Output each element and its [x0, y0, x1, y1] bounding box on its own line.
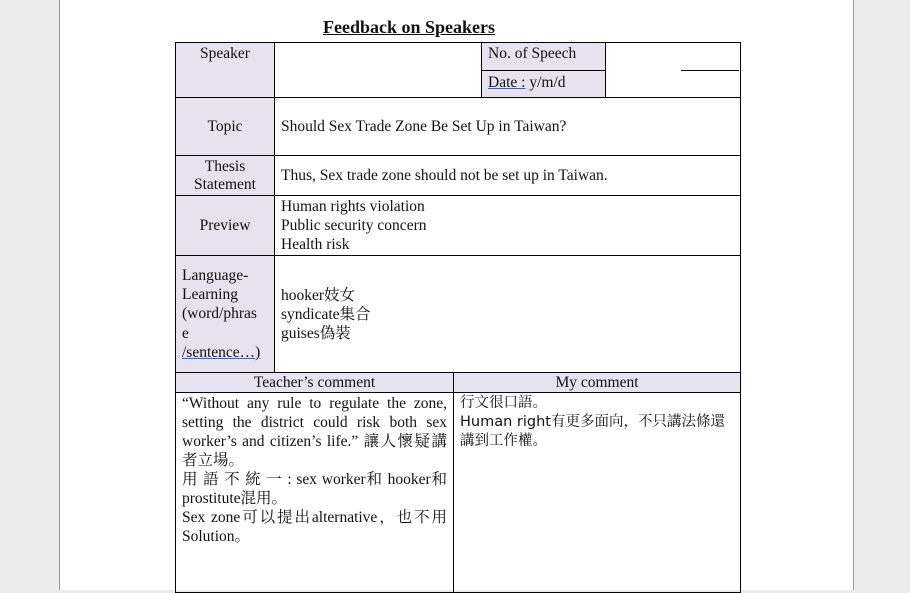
language-label-line: Language-	[182, 266, 249, 284]
vocab-item: syndicate集合	[281, 305, 371, 323]
preview-item: Public security concern	[281, 217, 427, 234]
feedback-form	[175, 42, 741, 373]
speech-info-box	[481, 43, 606, 97]
language-label-line: /sentence…)	[182, 343, 261, 361]
my-comment-paragraph: Human right有更多面向，不只講法條還講到工作權。	[460, 414, 725, 449]
language-label-line: e	[182, 324, 189, 342]
page-title: Feedback on Speakers	[323, 17, 496, 37]
preview-item: Health risk	[281, 236, 350, 253]
no-of-speech-label: No. of Speech	[482, 43, 605, 71]
vocab-item: hooker妓女	[281, 286, 356, 304]
date-label: Date :	[488, 74, 526, 91]
language-learning-value[interactable]	[275, 256, 741, 373]
date-field	[482, 71, 605, 97]
speaker-label-text: Speaker	[200, 45, 250, 62]
teacher-comment-body[interactable]	[176, 393, 454, 593]
topic-value[interactable]: Should Sex Trade Zone Be Set Up in Taiwan?	[275, 98, 741, 156]
language-learning-label	[176, 256, 275, 373]
my-comment-paragraph: 行文很口語。	[460, 395, 547, 411]
preview-label-text: Preview	[199, 217, 251, 234]
my-comment-header: My comment	[454, 373, 741, 393]
preview-value[interactable]	[275, 196, 741, 256]
document-page	[59, 0, 854, 590]
teacher-comment-header: Teacher’s comment	[176, 373, 454, 393]
language-label-line: (word/phras	[182, 305, 257, 323]
preview-item: Human rights violation	[281, 198, 425, 215]
vocab-item: guises偽裝	[281, 324, 351, 342]
thesis-label-line1: Thesis	[204, 157, 246, 175]
speaker-value-cell[interactable]	[275, 43, 741, 98]
speaker-label	[176, 43, 275, 98]
topic-label-text: Topic	[207, 118, 243, 135]
preview-label	[176, 196, 275, 256]
speech-number-blank	[681, 70, 739, 71]
topic-label	[176, 98, 275, 156]
teacher-comment-paragraph: Sex zone可以提出alternative，也不用Solution。	[182, 509, 447, 545]
date-value: y/m/d	[529, 74, 566, 91]
thesis-value[interactable]: Thus, Sex trade zone should not be set up in Taiwan.	[275, 156, 741, 196]
thesis-label-line2: Statement	[194, 175, 256, 193]
thesis-label	[176, 156, 275, 196]
language-label-line: Learning	[182, 286, 238, 304]
teacher-comment-paragraph: 用 語 不 統 一 : sex worker和 hooker和 prostitute混用。	[182, 471, 447, 507]
my-comment-body[interactable]	[454, 393, 741, 593]
comment-table	[175, 372, 741, 593]
teacher-comment-paragraph: “Without any rule to regulate the zone, setting the district could risk both sex worker’s and citizen’s life.” 讓人懷疑講者立場。	[182, 395, 447, 469]
